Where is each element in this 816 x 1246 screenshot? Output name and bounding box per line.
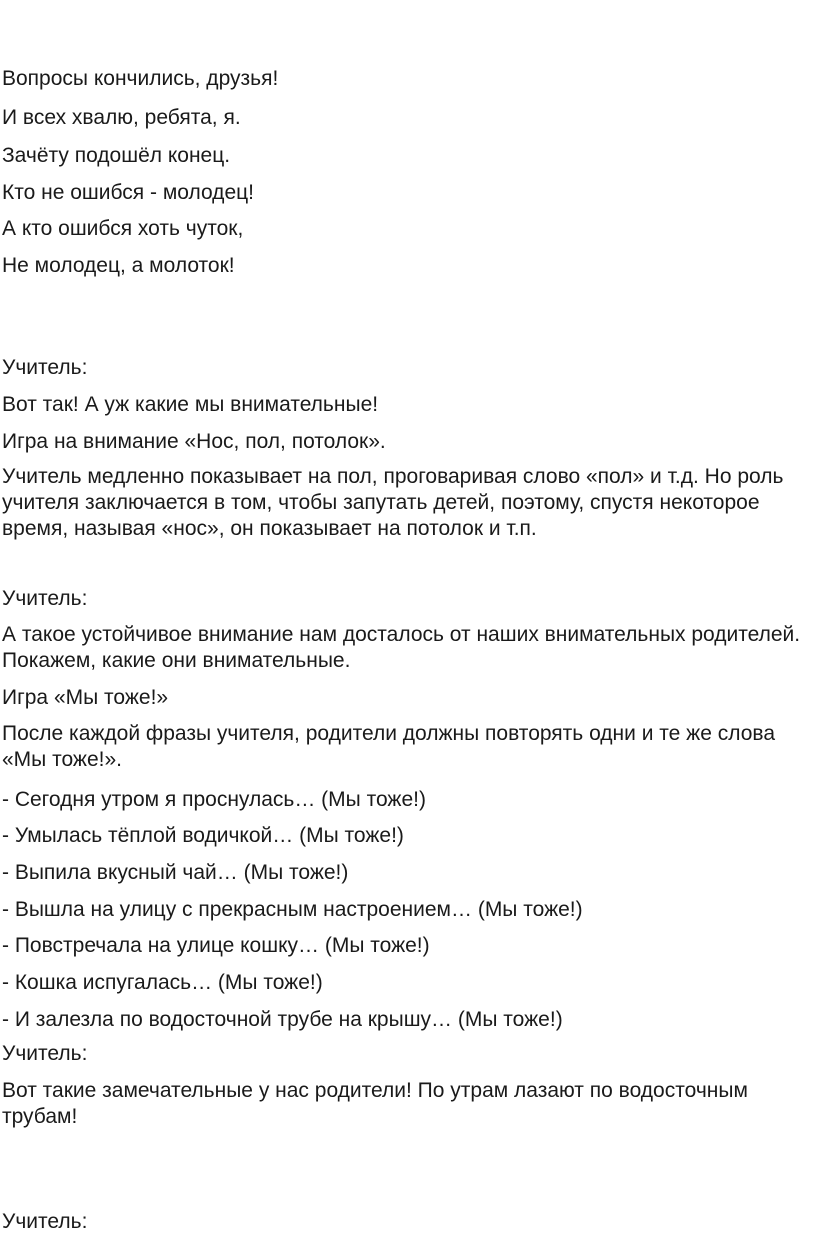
poem-line-1: Вопросы кончились, друзья! [2, 67, 279, 90]
phrase-line-3: - Выпила вкусный чай… (Мы тоже!) [2, 861, 349, 884]
paragraph-remarkable-parents: Вот такие замечательные у нас родители! По утрам лазают по водосточным трубам! [2, 1079, 748, 1128]
paragraph-attention-praise: Вот так! А уж какие мы внимательные! [2, 393, 379, 416]
poem-line-2: И всех хвалю, ребята, я. [2, 106, 241, 129]
game-title-nose-floor-ceiling: Игра на внимание «Нос, пол, потолок». [2, 430, 386, 453]
game-title-we-too: Игра «Мы тоже!» [2, 686, 169, 709]
speaker-label-teacher-2: Учитель: [2, 587, 88, 610]
speaker-label-teacher-1: Учитель: [2, 356, 88, 379]
poem-line-5: А кто ошибся хоть чуток, [2, 217, 244, 240]
paragraph-game-description: Учитель медленно показывает на пол, проговаривая слово «пол» и т.д. Но роль учителя заключается в том, чтобы запутать детей, поэтому, спустя некоторое время, называя «нос», он показывает на потолок и т.п. [2, 465, 784, 540]
phrase-line-1: - Сегодня утром я проснулась… (Мы тоже!) [2, 788, 426, 811]
phrase-line-4: - Вышла на улицу с прекрасным настроением… (Мы тоже!) [2, 898, 583, 921]
poem-line-3: Зачёту подошёл конец. [2, 144, 231, 167]
paragraph-parents-attention: А такое устойчивое внимание нам досталось от наших внимательных родителей. Покажем, какие они внимательные. [2, 623, 801, 672]
phrase-line-6: - Кошка испугалась… (Мы тоже!) [2, 971, 323, 994]
poem-line-4: Кто не ошибся - молодец! [2, 181, 254, 204]
speaker-label-teacher-4: Учитель: [2, 1210, 88, 1233]
phrase-line-5: - Повстречала на улице кошку… (Мы тоже!) [2, 934, 430, 957]
poem-line-6: Не молодец, а молоток! [2, 254, 235, 277]
phrase-line-7: - И залезла по водосточной трубе на крышу… (Мы тоже!) [2, 1008, 563, 1031]
phrase-line-2: - Умылась тёплой водичкой… (Мы тоже!) [2, 824, 404, 847]
paragraph-we-too-rules: После каждой фразы учителя, родители должны повторять одни и те же слова «Мы тоже!». [2, 722, 776, 771]
speaker-label-teacher-3: Учитель: [2, 1042, 88, 1065]
